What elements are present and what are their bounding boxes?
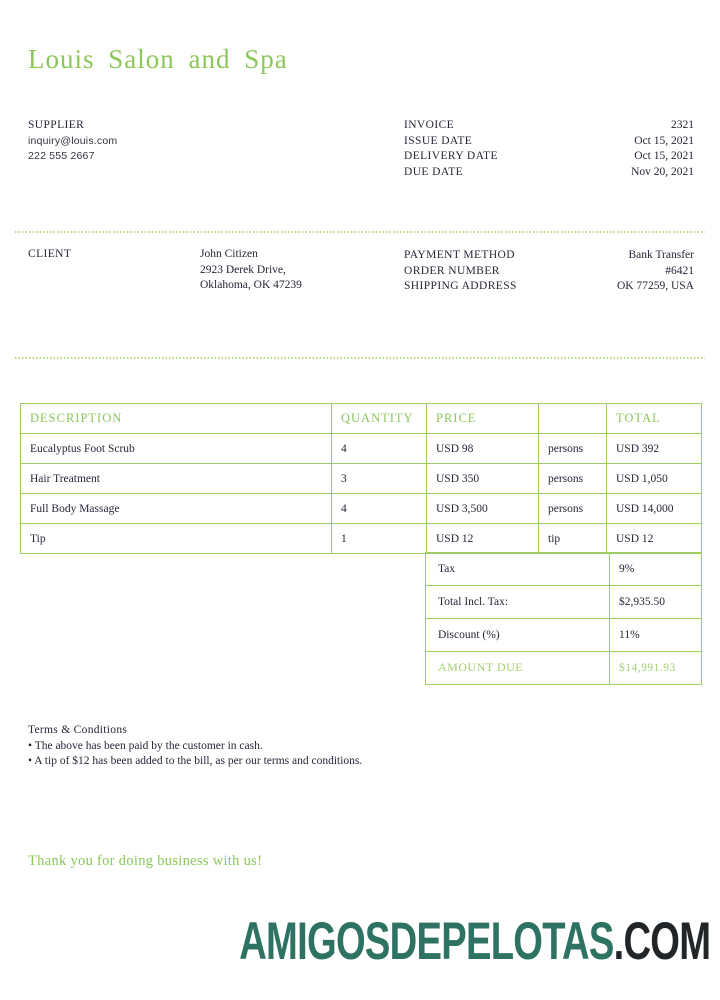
terms-bullet: • A tip of $12 has been added to the bill, as per our terms and conditions. [28, 755, 363, 767]
supplier-email: inquiry@louis.com [28, 134, 118, 147]
terms-title: Terms & Conditions [28, 724, 128, 736]
items-table-header-row [21, 404, 702, 434]
amount-due-value: $14,991.93 [610, 651, 702, 684]
total-incl-tax-value: $2,935.50 [610, 585, 702, 618]
page-title: Louis Salon and Spa [28, 44, 288, 74]
item-description: Hair Treatment [21, 464, 332, 494]
dotted-divider [15, 231, 705, 233]
table-row [21, 524, 702, 554]
item-price: USD 350 [427, 464, 539, 494]
header-price: PRICE [427, 404, 539, 434]
terms-block [28, 723, 362, 770]
order-number-value: #6421 [665, 264, 694, 277]
item-unit: tip [539, 524, 607, 554]
invoice-meta-row [404, 134, 694, 150]
table-row [21, 494, 702, 524]
item-unit: persons [539, 494, 607, 524]
item-description: Eucalyptus Foot Scrub [21, 434, 332, 464]
issue-date-label: ISSUE DATE [404, 134, 473, 147]
payment-meta-row [404, 264, 694, 280]
tax-label: Tax [426, 552, 610, 585]
items-table [20, 403, 702, 554]
discount-value: 11% [610, 618, 702, 651]
terms-bullet: • The above has been paid by the customer in cash. [28, 739, 263, 752]
watermark-main-text: AMIGOSDEPELOTAS [238, 912, 614, 971]
thank-you-message: Thank you for doing business with us! [28, 853, 263, 869]
item-unit: persons [539, 434, 607, 464]
header-quantity: QUANTITY [332, 404, 427, 434]
watermark-suffix-text: .COM [613, 912, 710, 971]
item-unit: persons [539, 464, 607, 494]
due-date-label: DUE DATE [404, 165, 464, 178]
item-quantity: 4 [332, 494, 427, 524]
issue-date-value: Oct 15, 2021 [634, 134, 694, 147]
shipping-address-label: SHIPPING ADDRESS [404, 280, 517, 292]
payment-meta-block [404, 248, 694, 295]
client-address-line2: Oklahoma, OK 47239 [200, 279, 302, 291]
client-address-line1: 2923 Derek Drive, [200, 263, 286, 276]
item-description: Tip [21, 524, 332, 554]
due-date-value: Nov 20, 2021 [631, 165, 694, 178]
invoice-meta-row [404, 165, 694, 181]
invoice-meta-block [404, 118, 694, 180]
payment-method-value: Bank Transfer [628, 249, 694, 261]
item-total: USD 14,000 [607, 494, 702, 524]
supplier-block [28, 118, 117, 165]
item-total: USD 1,050 [607, 464, 702, 494]
watermark [238, 912, 710, 971]
client-name: John Citizen [200, 248, 258, 260]
delivery-date-label: DELIVERY DATE [404, 150, 498, 162]
discount-label: Discount (%) [426, 618, 610, 651]
payment-method-label: PAYMENT METHOD [404, 249, 515, 261]
amount-due-label: AMOUNT DUE [426, 651, 610, 684]
header-unit [539, 404, 607, 434]
item-total: USD 392 [607, 434, 702, 464]
order-number-label: ORDER NUMBER [404, 264, 500, 277]
payment-meta-row [404, 248, 694, 264]
invoice-meta-row [404, 118, 694, 134]
total-incl-tax-label: Total Incl. Tax: [426, 585, 610, 618]
client-label: CLIENT [28, 248, 72, 260]
invoice-number-value: 2321 [671, 119, 694, 131]
item-total: USD 12 [607, 524, 702, 554]
invoice-number-label: INVOICE [404, 119, 455, 131]
delivery-date-value: Oct 15, 2021 [634, 150, 694, 162]
tax-value: 9% [610, 552, 702, 585]
item-price: USD 98 [427, 434, 539, 464]
payment-meta-row [404, 279, 694, 295]
invoice-meta-row [404, 149, 694, 165]
item-quantity: 4 [332, 434, 427, 464]
item-price: USD 12 [427, 524, 539, 554]
totals-table [425, 552, 702, 685]
header-total: TOTAL [607, 404, 702, 434]
client-block [200, 247, 302, 294]
header-description: DESCRIPTION [21, 404, 332, 434]
item-quantity: 1 [332, 524, 427, 554]
totals-row-tax [426, 552, 702, 585]
totals-row-discount [426, 618, 702, 651]
item-quantity: 3 [332, 464, 427, 494]
table-row [21, 464, 702, 494]
table-row [21, 434, 702, 464]
totals-row-total-incl-tax [426, 585, 702, 618]
supplier-label: SUPPLIER [28, 119, 85, 131]
item-description: Full Body Massage [21, 494, 332, 524]
shipping-address-value: OK 77259, USA [617, 280, 694, 292]
supplier-phone: 222 555 2667 [28, 150, 95, 162]
dotted-divider [15, 357, 705, 359]
totals-row-amount-due [426, 651, 702, 684]
item-price: USD 3,500 [427, 494, 539, 524]
